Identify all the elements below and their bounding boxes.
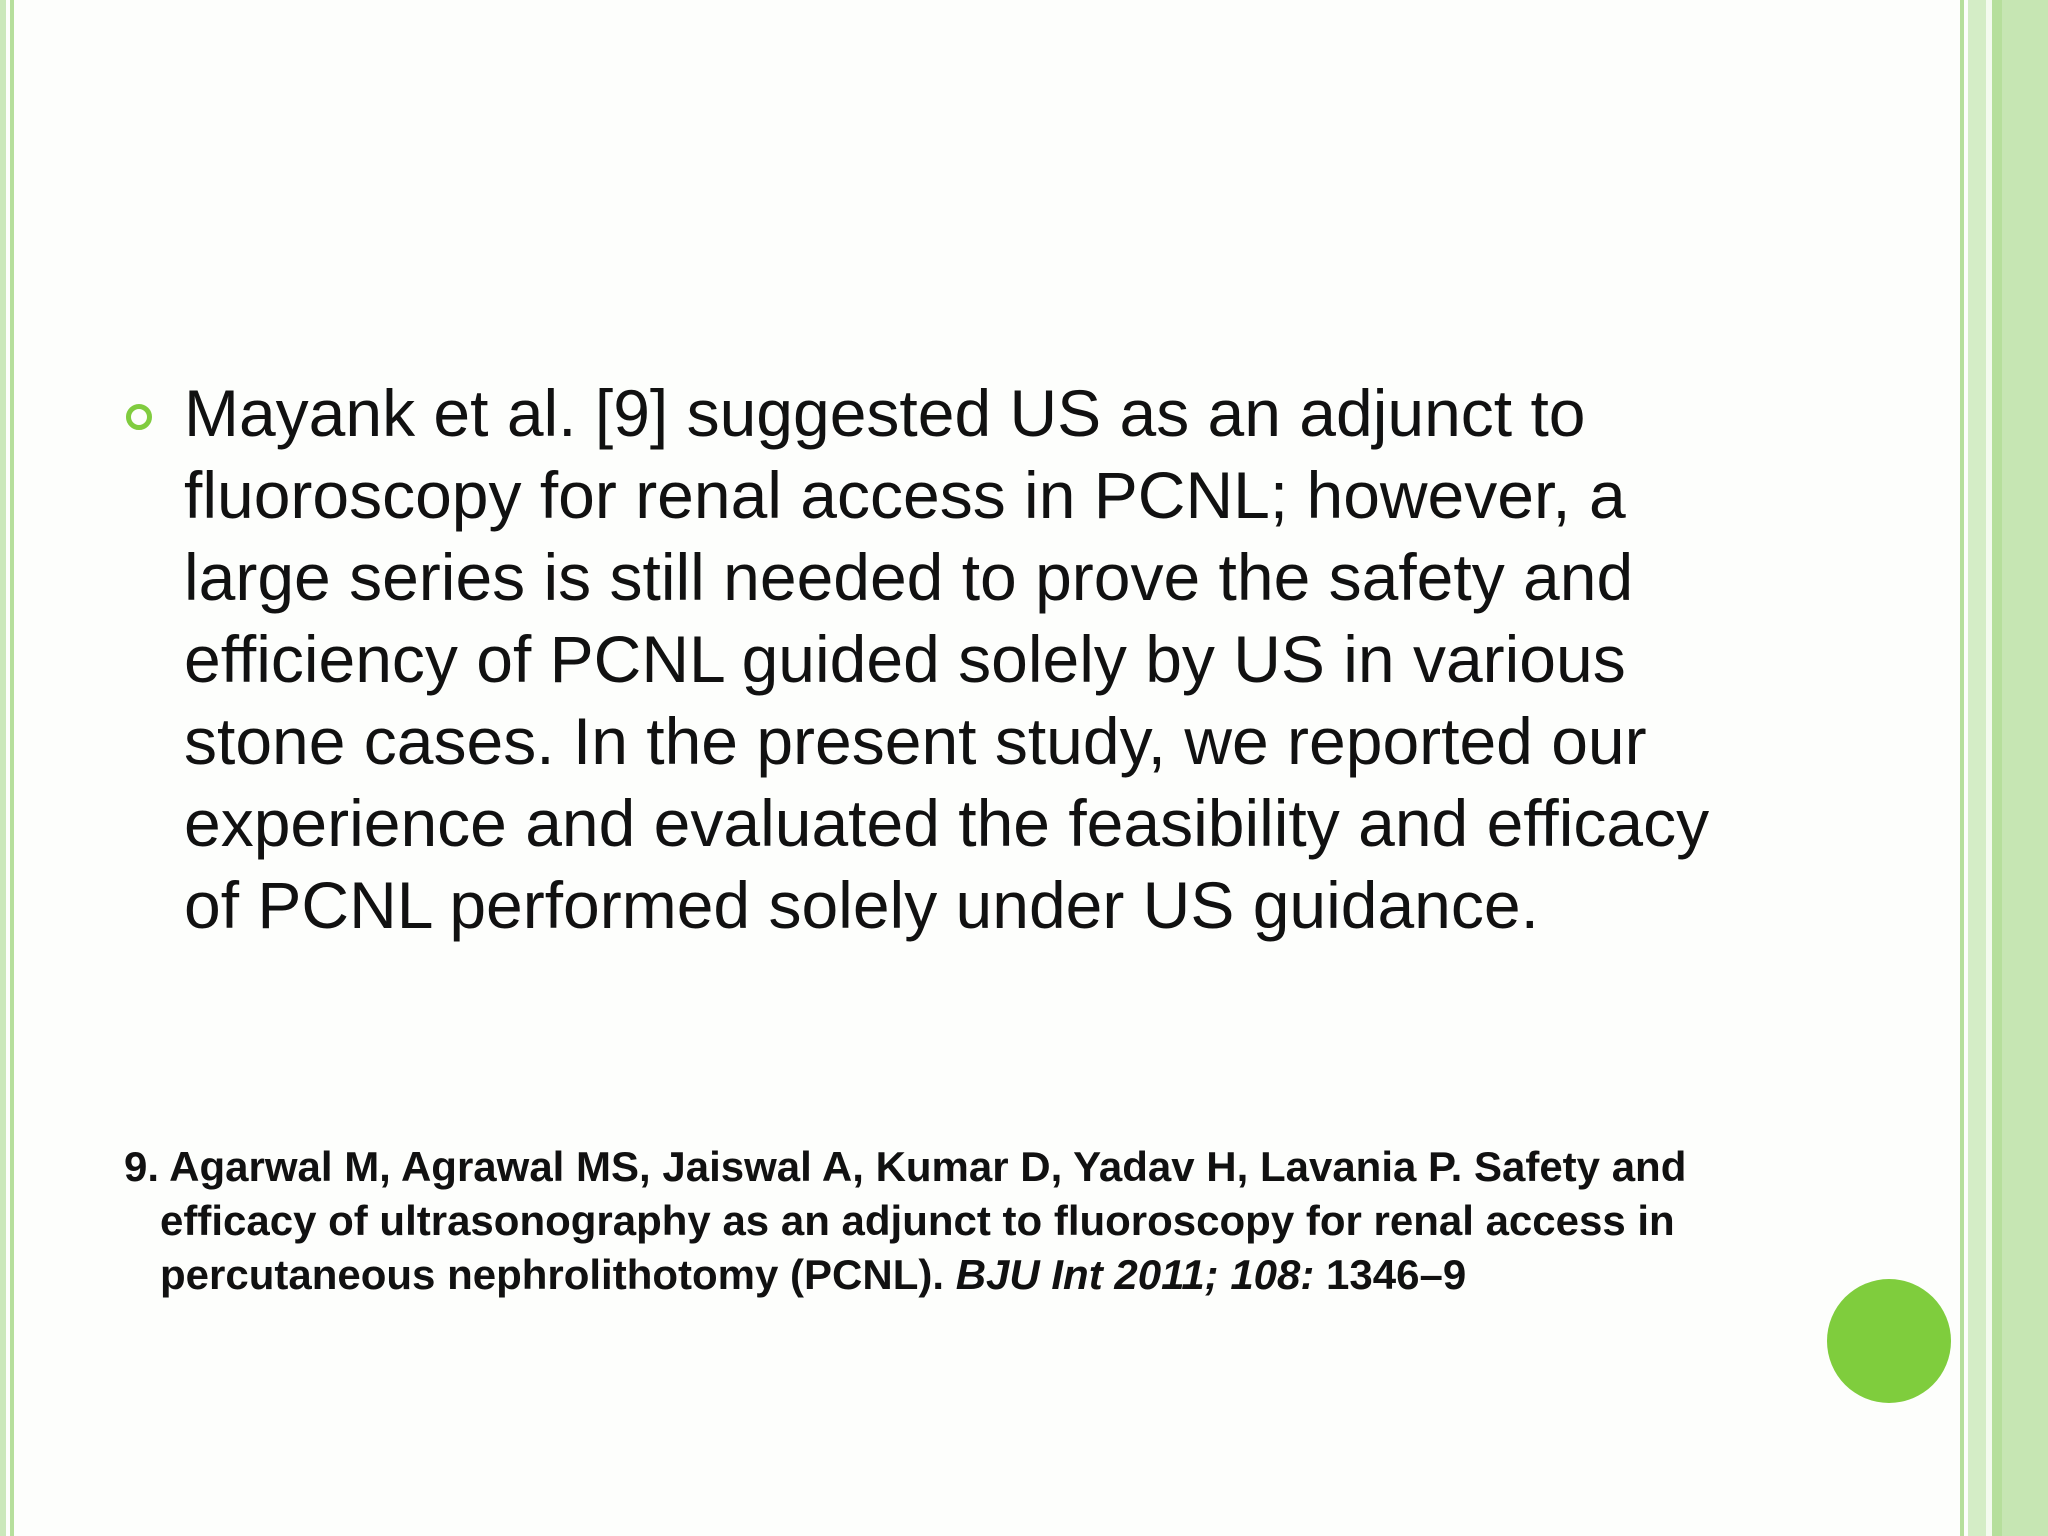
right-border-stripe	[1992, 0, 2002, 1536]
right-border-stripe	[1968, 0, 1986, 1536]
reference-citation	[124, 1140, 1800, 1302]
reference-pages: 1346–9	[1314, 1251, 1467, 1298]
left-border-line	[0, 0, 6, 1536]
right-border-stripe	[1960, 0, 1964, 1536]
bullet-point	[126, 372, 1726, 946]
circle-bullet-icon	[126, 404, 152, 430]
left-border-line-inner	[10, 0, 14, 1536]
bullet-text: Mayank et al. [9] suggested US as an adjunct to fluoroscopy for renal access in PCNL; however, a large series is still needed to prove the safety and efficiency of PCNL guided solely by US in various stone cases. In the present study, we reported our experience and evaluated the feasibility and efficacy of PCNL performed solely under US guidance.	[184, 376, 1710, 942]
reference-main: 9. Agarwal M, Agrawal MS, Jaiswal A, Kumar D, Yadav H, Lavania P. Safety and efficacy of ultrasonography as an adjunct to fluoroscopy for renal access in percutaneous nephrolithotomy (PCNL).	[124, 1143, 1687, 1298]
green-circle-decoration	[1827, 1279, 1951, 1403]
reference-journal: BJU Int 2011; 108:	[955, 1251, 1315, 1298]
right-border-stripe	[2002, 0, 2048, 1536]
